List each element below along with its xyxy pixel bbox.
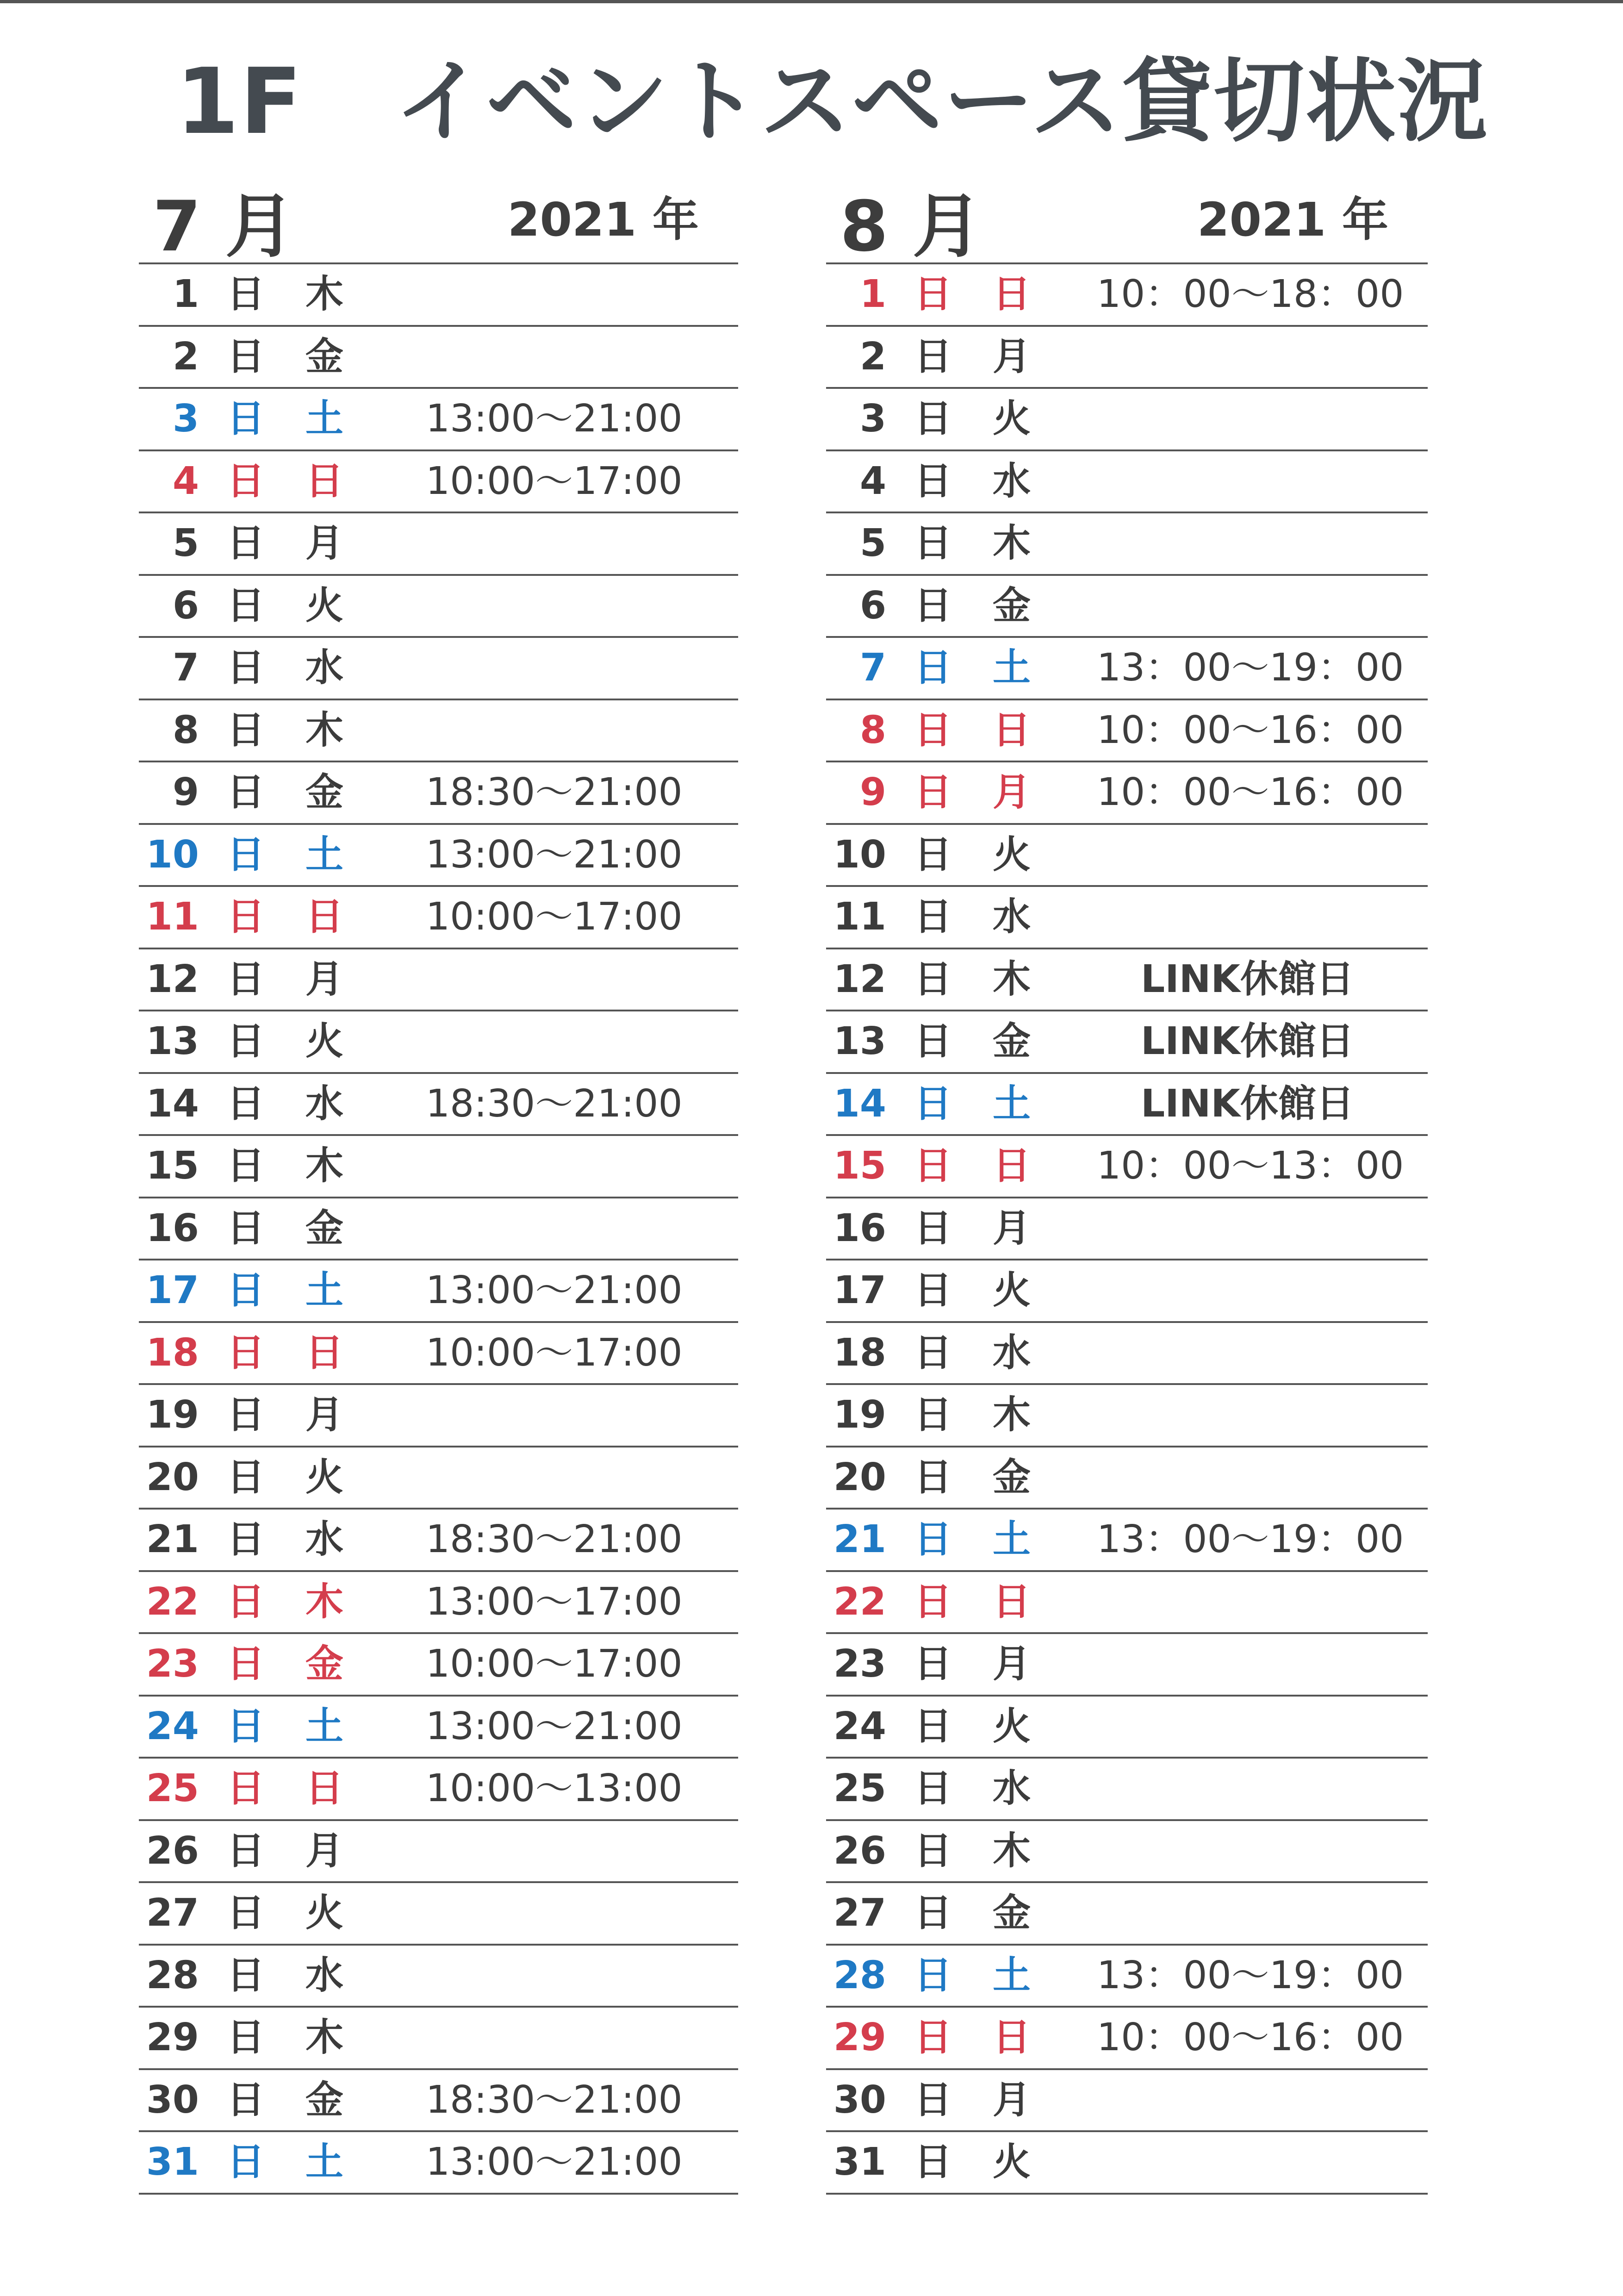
day-unit: 日 bbox=[914, 1019, 952, 1063]
day-unit: 日 bbox=[227, 708, 265, 752]
weekday: 木 bbox=[305, 708, 344, 752]
booking-time: 10:00～17:00 bbox=[426, 1330, 683, 1375]
day-unit: 日 bbox=[914, 1144, 952, 1188]
day-unit: 日 bbox=[227, 272, 265, 316]
weekday: 日 bbox=[993, 1144, 1031, 1188]
day-unit: 日 bbox=[914, 1268, 952, 1312]
day-number: 20 bbox=[833, 1455, 886, 1499]
booking-time: 10:00～17:00 bbox=[426, 1642, 683, 1686]
day-number: 28 bbox=[146, 1953, 199, 1997]
day-unit: 日 bbox=[914, 1704, 952, 1748]
calendar-month-august bbox=[826, 183, 1428, 2201]
weekday: 火 bbox=[993, 1268, 1031, 1312]
closure-note: LINK休館日 bbox=[1141, 1081, 1354, 1126]
day-number: 15 bbox=[833, 1144, 886, 1188]
day-number: 29 bbox=[833, 2015, 886, 2059]
day-row bbox=[826, 1883, 1428, 1946]
weekday: 土 bbox=[993, 1517, 1031, 1561]
weekday: 木 bbox=[305, 1144, 344, 1188]
day-number: 16 bbox=[146, 1206, 199, 1250]
weekday: 木 bbox=[305, 272, 344, 316]
day-unit: 日 bbox=[227, 1206, 265, 1250]
day-row bbox=[139, 949, 738, 1012]
day-unit: 日 bbox=[914, 1330, 952, 1375]
day-unit: 日 bbox=[227, 895, 265, 939]
day-row bbox=[826, 389, 1428, 451]
day-row bbox=[139, 638, 738, 700]
booking-time: 13:00～21:00 bbox=[426, 397, 683, 441]
day-number: 22 bbox=[833, 1579, 886, 1624]
day-number: 9 bbox=[172, 770, 199, 814]
day-number: 24 bbox=[833, 1704, 886, 1748]
day-row bbox=[139, 451, 738, 514]
day-number: 2 bbox=[172, 334, 199, 379]
day-number: 17 bbox=[146, 1268, 199, 1312]
booking-time: 13:00～21:00 bbox=[426, 2140, 683, 2184]
weekday: 金 bbox=[305, 1206, 344, 1250]
day-row bbox=[826, 2070, 1428, 2133]
booking-time: 10：00～18：00 bbox=[1097, 272, 1404, 316]
day-number: 7 bbox=[172, 646, 199, 690]
booking-time: 18:30～21:00 bbox=[426, 770, 683, 814]
day-number: 25 bbox=[833, 1766, 886, 1810]
weekday: 木 bbox=[993, 1393, 1031, 1437]
month-header bbox=[826, 183, 1428, 267]
day-unit: 日 bbox=[227, 1455, 265, 1499]
day-number: 20 bbox=[146, 1455, 199, 1499]
day-unit: 日 bbox=[227, 397, 265, 441]
day-number: 10 bbox=[146, 832, 199, 877]
day-number: 3 bbox=[172, 397, 199, 441]
day-row bbox=[826, 2132, 1428, 2195]
day-row bbox=[139, 1572, 738, 1635]
day-row bbox=[826, 825, 1428, 887]
weekday: 日 bbox=[305, 459, 344, 503]
day-unit: 日 bbox=[227, 770, 265, 814]
day-unit: 日 bbox=[227, 583, 265, 628]
weekday: 日 bbox=[993, 2015, 1031, 2059]
day-number: 22 bbox=[146, 1579, 199, 1624]
day-row bbox=[826, 1634, 1428, 1697]
weekday: 月 bbox=[993, 1206, 1031, 1250]
booking-time: 13：00～19：00 bbox=[1097, 646, 1404, 690]
day-row bbox=[826, 1011, 1428, 1074]
day-number: 24 bbox=[146, 1704, 199, 1748]
day-number: 12 bbox=[146, 957, 199, 1001]
month-label: 8 月 bbox=[840, 187, 982, 267]
day-number: 18 bbox=[146, 1330, 199, 1375]
weekday: 水 bbox=[993, 895, 1031, 939]
day-unit: 日 bbox=[914, 583, 952, 628]
day-row bbox=[826, 327, 1428, 389]
weekday: 木 bbox=[305, 2015, 344, 2059]
day-unit: 日 bbox=[227, 1704, 265, 1748]
day-number: 10 bbox=[833, 832, 886, 877]
weekday: 土 bbox=[993, 646, 1031, 690]
closure-note: LINK休館日 bbox=[1141, 1019, 1354, 1063]
weekday: 火 bbox=[305, 1891, 344, 1935]
day-number: 12 bbox=[833, 957, 886, 1001]
day-row bbox=[139, 825, 738, 887]
day-number: 26 bbox=[146, 1828, 199, 1873]
weekday: 月 bbox=[993, 334, 1031, 379]
day-number: 25 bbox=[146, 1766, 199, 1810]
day-number: 27 bbox=[833, 1891, 886, 1935]
weekday: 木 bbox=[993, 521, 1031, 565]
booking-time: 18:30～21:00 bbox=[426, 2078, 683, 2122]
day-unit: 日 bbox=[914, 2078, 952, 2122]
closure-note: LINK休館日 bbox=[1141, 957, 1354, 1001]
booking-time: 10：00～13：00 bbox=[1097, 1144, 1404, 1188]
day-row bbox=[826, 887, 1428, 949]
weekday: 水 bbox=[305, 1081, 344, 1126]
day-row bbox=[826, 1198, 1428, 1261]
day-row bbox=[139, 1260, 738, 1323]
day-number: 23 bbox=[833, 1642, 886, 1686]
booking-time: 13：00～19：00 bbox=[1097, 1953, 1404, 1997]
booking-time: 10：00～16：00 bbox=[1097, 708, 1404, 752]
day-unit: 日 bbox=[914, 895, 952, 939]
page-title: 1F イベントスペース貸切状況 bbox=[176, 49, 1489, 155]
month-header bbox=[139, 183, 738, 267]
weekday: 土 bbox=[305, 832, 344, 877]
day-unit: 日 bbox=[914, 770, 952, 814]
day-row bbox=[139, 1198, 738, 1261]
weekday: 日 bbox=[993, 708, 1031, 752]
weekday: 土 bbox=[305, 1704, 344, 1748]
day-number: 11 bbox=[146, 895, 199, 939]
day-unit: 日 bbox=[914, 459, 952, 503]
day-row bbox=[826, 1759, 1428, 1821]
day-number: 23 bbox=[146, 1642, 199, 1686]
day-row bbox=[826, 1260, 1428, 1323]
day-row bbox=[139, 513, 738, 576]
day-unit: 日 bbox=[914, 1891, 952, 1935]
weekday: 金 bbox=[993, 1891, 1031, 1935]
day-row bbox=[826, 2008, 1428, 2070]
day-unit: 日 bbox=[227, 2140, 265, 2184]
weekday: 火 bbox=[305, 1019, 344, 1063]
weekday: 火 bbox=[993, 1704, 1031, 1748]
day-number: 15 bbox=[146, 1144, 199, 1188]
day-number: 1 bbox=[172, 272, 199, 316]
weekday: 月 bbox=[305, 1828, 344, 1873]
weekday: 日 bbox=[305, 895, 344, 939]
day-row bbox=[826, 513, 1428, 576]
weekday: 金 bbox=[993, 1455, 1031, 1499]
booking-time: 10:00～17:00 bbox=[426, 459, 683, 503]
day-unit: 日 bbox=[914, 708, 952, 752]
year-label: 2021 年 bbox=[507, 193, 699, 247]
weekday: 月 bbox=[305, 1393, 344, 1437]
weekday: 火 bbox=[993, 832, 1031, 877]
weekday: 水 bbox=[993, 1766, 1031, 1810]
day-number: 27 bbox=[146, 1891, 199, 1935]
day-row bbox=[139, 327, 738, 389]
day-row bbox=[826, 1510, 1428, 1572]
day-unit: 日 bbox=[227, 1330, 265, 1375]
weekday: 土 bbox=[305, 397, 344, 441]
day-row bbox=[826, 264, 1428, 327]
day-unit: 日 bbox=[914, 1766, 952, 1810]
weekday: 月 bbox=[993, 1642, 1031, 1686]
booking-time: 13:00～21:00 bbox=[426, 1268, 683, 1312]
day-unit: 日 bbox=[914, 1517, 952, 1561]
day-number: 19 bbox=[146, 1393, 199, 1437]
weekday: 月 bbox=[993, 770, 1031, 814]
day-row bbox=[139, 389, 738, 451]
day-row bbox=[826, 1323, 1428, 1385]
calendar-month-july bbox=[139, 183, 738, 2201]
day-unit: 日 bbox=[227, 334, 265, 379]
day-unit: 日 bbox=[227, 1081, 265, 1126]
day-unit: 日 bbox=[914, 646, 952, 690]
day-unit: 日 bbox=[227, 2078, 265, 2122]
day-row bbox=[826, 1447, 1428, 1510]
day-number: 21 bbox=[146, 1517, 199, 1561]
day-row bbox=[826, 1572, 1428, 1635]
month-label: 7 月 bbox=[153, 187, 295, 267]
day-number: 17 bbox=[833, 1268, 886, 1312]
day-row bbox=[826, 1697, 1428, 1759]
day-unit: 日 bbox=[227, 1828, 265, 1873]
day-unit: 日 bbox=[227, 1393, 265, 1437]
weekday: 木 bbox=[993, 957, 1031, 1001]
booking-time: 10：00～16：00 bbox=[1097, 770, 1404, 814]
year-label: 2021 年 bbox=[1197, 193, 1388, 247]
weekday: 木 bbox=[993, 1828, 1031, 1873]
day-number: 13 bbox=[146, 1019, 199, 1063]
booking-time: 10:00～13:00 bbox=[426, 1766, 683, 1810]
day-unit: 日 bbox=[914, 1393, 952, 1437]
day-row bbox=[826, 762, 1428, 825]
day-row bbox=[139, 576, 738, 638]
day-number: 1 bbox=[859, 272, 886, 316]
weekday: 日 bbox=[305, 1330, 344, 1375]
day-number: 19 bbox=[833, 1393, 886, 1437]
day-number: 11 bbox=[833, 895, 886, 939]
day-unit: 日 bbox=[227, 1268, 265, 1312]
day-unit: 日 bbox=[227, 1891, 265, 1935]
day-number: 31 bbox=[146, 2140, 199, 2184]
day-row bbox=[826, 638, 1428, 700]
day-row bbox=[826, 1821, 1428, 1884]
weekday: 月 bbox=[305, 957, 344, 1001]
weekday: 土 bbox=[993, 1081, 1031, 1126]
day-number: 4 bbox=[172, 459, 199, 503]
day-unit: 日 bbox=[914, 1579, 952, 1624]
weekday: 水 bbox=[305, 646, 344, 690]
day-unit: 日 bbox=[914, 272, 952, 316]
day-number: 31 bbox=[833, 2140, 886, 2184]
day-unit: 日 bbox=[227, 521, 265, 565]
day-unit: 日 bbox=[914, 2015, 952, 2059]
day-number: 8 bbox=[172, 708, 199, 752]
day-row bbox=[826, 700, 1428, 763]
day-unit: 日 bbox=[227, 1579, 265, 1624]
day-row bbox=[139, 1510, 738, 1572]
day-unit: 日 bbox=[227, 957, 265, 1001]
booking-time: 18:30～21:00 bbox=[426, 1517, 683, 1561]
weekday: 日 bbox=[993, 1579, 1031, 1624]
day-unit: 日 bbox=[914, 957, 952, 1001]
day-row bbox=[139, 1074, 738, 1136]
day-unit: 日 bbox=[914, 2140, 952, 2184]
day-unit: 日 bbox=[914, 1081, 952, 1126]
day-unit: 日 bbox=[227, 2015, 265, 2059]
day-number: 14 bbox=[146, 1081, 199, 1126]
day-unit: 日 bbox=[914, 1828, 952, 1873]
day-row bbox=[139, 1136, 738, 1198]
day-row bbox=[826, 949, 1428, 1012]
weekday: 金 bbox=[305, 334, 344, 379]
day-number: 4 bbox=[859, 459, 886, 503]
day-number: 3 bbox=[859, 397, 886, 441]
top-border-rule bbox=[0, 0, 1623, 3]
weekday: 金 bbox=[305, 2078, 344, 2122]
day-list bbox=[139, 264, 738, 2195]
day-row bbox=[139, 2008, 738, 2070]
day-unit: 日 bbox=[914, 832, 952, 877]
day-number: 6 bbox=[859, 583, 886, 628]
day-number: 5 bbox=[172, 521, 199, 565]
day-number: 9 bbox=[859, 770, 886, 814]
day-row bbox=[139, 887, 738, 949]
day-number: 7 bbox=[859, 646, 886, 690]
weekday: 日 bbox=[993, 272, 1031, 316]
day-row bbox=[826, 1946, 1428, 2008]
day-unit: 日 bbox=[914, 397, 952, 441]
booking-time: 13:00～21:00 bbox=[426, 1704, 683, 1748]
day-number: 6 bbox=[172, 583, 199, 628]
weekday: 金 bbox=[993, 583, 1031, 628]
weekday: 火 bbox=[993, 397, 1031, 441]
day-unit: 日 bbox=[227, 1766, 265, 1810]
booking-time: 18:30～21:00 bbox=[426, 1081, 683, 1126]
day-unit: 日 bbox=[227, 1953, 265, 1997]
day-number: 30 bbox=[146, 2078, 199, 2122]
weekday: 火 bbox=[305, 1455, 344, 1499]
day-row bbox=[139, 1697, 738, 1759]
day-number: 2 bbox=[859, 334, 886, 379]
booking-time: 13:00～21:00 bbox=[426, 832, 683, 877]
day-row bbox=[139, 1821, 738, 1884]
weekday: 火 bbox=[305, 583, 344, 628]
day-row bbox=[826, 1385, 1428, 1447]
weekday: 木 bbox=[305, 1579, 344, 1624]
day-number: 8 bbox=[859, 708, 886, 752]
weekday: 水 bbox=[993, 1330, 1031, 1375]
day-row bbox=[826, 451, 1428, 514]
weekday: 土 bbox=[993, 1953, 1031, 1997]
day-unit: 日 bbox=[227, 832, 265, 877]
day-unit: 日 bbox=[914, 1953, 952, 1997]
day-unit: 日 bbox=[227, 1642, 265, 1686]
day-unit: 日 bbox=[914, 1455, 952, 1499]
booking-time: 10:00～17:00 bbox=[426, 895, 683, 939]
weekday: 日 bbox=[305, 1766, 344, 1810]
day-row bbox=[139, 1946, 738, 2008]
day-number: 26 bbox=[833, 1828, 886, 1873]
weekday: 水 bbox=[993, 459, 1031, 503]
day-unit: 日 bbox=[227, 459, 265, 503]
booking-time: 10：00～16：00 bbox=[1097, 2015, 1404, 2059]
day-number: 29 bbox=[146, 2015, 199, 2059]
day-row bbox=[139, 762, 738, 825]
day-row bbox=[139, 1447, 738, 1510]
weekday: 金 bbox=[305, 770, 344, 814]
day-number: 21 bbox=[833, 1517, 886, 1561]
day-unit: 日 bbox=[914, 1206, 952, 1250]
booking-time: 13：00～19：00 bbox=[1097, 1517, 1404, 1561]
day-unit: 日 bbox=[227, 1019, 265, 1063]
day-number: 5 bbox=[859, 521, 886, 565]
day-row bbox=[139, 1759, 738, 1821]
day-number: 18 bbox=[833, 1330, 886, 1375]
day-row bbox=[139, 1323, 738, 1385]
weekday: 水 bbox=[305, 1517, 344, 1561]
day-unit: 日 bbox=[227, 1144, 265, 1188]
day-row bbox=[826, 1136, 1428, 1198]
day-number: 14 bbox=[833, 1081, 886, 1126]
day-number: 28 bbox=[833, 1953, 886, 1997]
day-row bbox=[139, 2132, 738, 2195]
day-number: 30 bbox=[833, 2078, 886, 2122]
day-row bbox=[826, 1074, 1428, 1136]
day-row bbox=[826, 576, 1428, 638]
weekday: 金 bbox=[993, 1019, 1031, 1063]
day-row bbox=[139, 2070, 738, 2133]
day-unit: 日 bbox=[914, 334, 952, 379]
day-row bbox=[139, 1011, 738, 1074]
day-unit: 日 bbox=[914, 521, 952, 565]
day-number: 16 bbox=[833, 1206, 886, 1250]
day-row bbox=[139, 1385, 738, 1447]
day-row bbox=[139, 1634, 738, 1697]
weekday: 土 bbox=[305, 2140, 344, 2184]
day-row bbox=[139, 1883, 738, 1946]
day-unit: 日 bbox=[914, 1642, 952, 1686]
booking-time: 13:00～17:00 bbox=[426, 1579, 683, 1624]
day-row bbox=[139, 264, 738, 327]
day-unit: 日 bbox=[227, 646, 265, 690]
weekday: 火 bbox=[993, 2140, 1031, 2184]
weekday: 金 bbox=[305, 1642, 344, 1686]
day-number: 13 bbox=[833, 1019, 886, 1063]
weekday: 土 bbox=[305, 1268, 344, 1312]
day-unit: 日 bbox=[227, 1517, 265, 1561]
weekday: 月 bbox=[305, 521, 344, 565]
day-list bbox=[826, 264, 1428, 2195]
day-row bbox=[139, 700, 738, 763]
weekday: 月 bbox=[993, 2078, 1031, 2122]
weekday: 水 bbox=[305, 1953, 344, 1997]
